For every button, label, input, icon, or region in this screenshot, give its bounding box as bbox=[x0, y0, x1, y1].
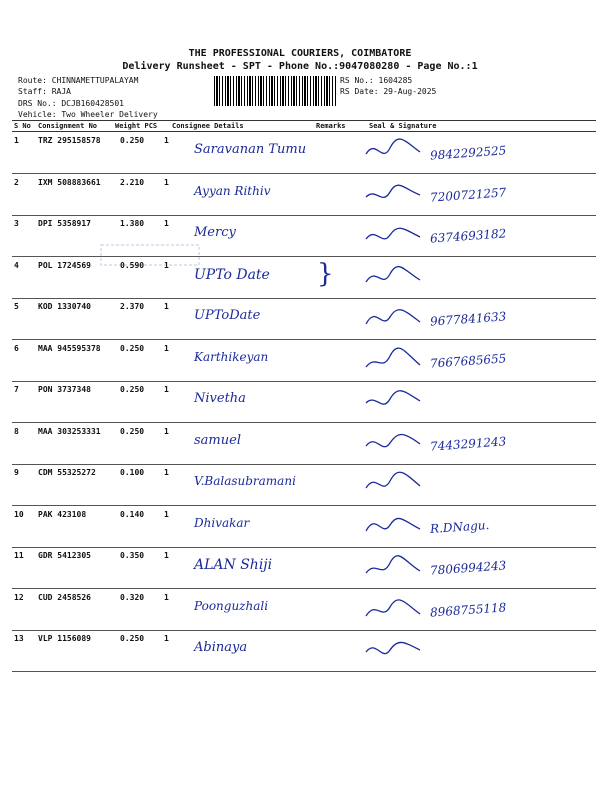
signature-scribble bbox=[364, 178, 424, 208]
pieces-count: 1 bbox=[164, 260, 169, 270]
table-row bbox=[12, 506, 596, 548]
col-header-weight: Weight PCS bbox=[115, 122, 158, 130]
handwritten-phone: 7806994243 bbox=[429, 558, 507, 578]
consignee-handwritten: Saravanan Tumu bbox=[194, 142, 307, 157]
consignment-number: PAK 423108 bbox=[38, 509, 87, 519]
table-row bbox=[12, 423, 596, 465]
signature-scribble bbox=[364, 261, 424, 291]
consignment-number: MAA 945595378 bbox=[38, 343, 101, 353]
drs-number: DRS No.: DCJB160428501 bbox=[18, 99, 124, 108]
handwritten-phone: R.DNagu. bbox=[429, 517, 490, 536]
serial-number: 2 bbox=[14, 177, 19, 187]
pieces-count: 1 bbox=[164, 302, 169, 311]
table-row bbox=[12, 381, 596, 423]
handwritten-phone: 9677841633 bbox=[429, 309, 507, 329]
signature-scribble bbox=[364, 344, 424, 374]
consignee-handwritten: UPTo Date bbox=[194, 266, 270, 283]
consignment-number: VLP 1156089 bbox=[38, 634, 91, 643]
serial-number: 12 bbox=[14, 592, 24, 602]
consignee-handwritten: Ayyan Rithiv bbox=[194, 183, 271, 198]
pieces-count: 1 bbox=[164, 385, 169, 394]
route-text: Route: CHINNAMETTUPALAYAM bbox=[18, 76, 139, 85]
table-row bbox=[12, 464, 596, 506]
serial-number: 4 bbox=[14, 260, 19, 270]
col-header-remarks: Remarks bbox=[316, 122, 346, 130]
consignment-number: MAA 303253331 bbox=[38, 426, 101, 436]
signature-scribble bbox=[364, 136, 424, 166]
handwritten-phone: 7200721257 bbox=[429, 184, 507, 205]
rs-date: RS Date: 29-Aug-2025 bbox=[340, 87, 437, 96]
table-row bbox=[12, 174, 596, 216]
pieces-count: 1 bbox=[164, 426, 169, 436]
signature-scribble bbox=[364, 385, 424, 415]
weight-value: 0.140 bbox=[120, 509, 145, 519]
company-title: THE PROFESSIONAL COURIERS, COIMBATORE bbox=[188, 48, 412, 59]
serial-number: 9 bbox=[14, 468, 19, 477]
serial-number: 6 bbox=[14, 343, 19, 353]
staff-text: Staff: RAJA bbox=[18, 87, 71, 96]
consignment-number: DPI 5358917 bbox=[38, 219, 91, 228]
col-header-seal: Seal & Signature bbox=[369, 122, 437, 130]
weight-value: 0.590 bbox=[120, 260, 145, 270]
table-row bbox=[12, 215, 596, 257]
weight-value: 0.250 bbox=[120, 426, 145, 436]
serial-number: 11 bbox=[14, 551, 24, 560]
table-row bbox=[12, 589, 596, 631]
consignment-number: GDR 5412305 bbox=[38, 551, 91, 560]
col-header-consignee: Consignee Details bbox=[172, 122, 244, 130]
table-row bbox=[12, 630, 596, 672]
consignee-handwritten: UPToDate bbox=[194, 308, 261, 323]
signature-scribble bbox=[364, 634, 424, 664]
vehicle-text: Vehicle: Two Wheeler Delivery bbox=[18, 110, 158, 119]
consignment-number: CUD 2458526 bbox=[38, 592, 91, 602]
pieces-count: 1 bbox=[164, 219, 169, 228]
weight-value: 0.250 bbox=[120, 136, 145, 145]
signature-scribble bbox=[364, 593, 424, 623]
rs-number: RS No.: 1604285 bbox=[340, 76, 413, 85]
serial-number: 3 bbox=[14, 219, 19, 228]
pieces-count: 1 bbox=[164, 592, 169, 602]
serial-number: 1 bbox=[14, 136, 19, 145]
handwritten-phone: 8968755118 bbox=[429, 599, 507, 620]
signature-scribble bbox=[364, 468, 424, 498]
weight-value: 0.350 bbox=[120, 551, 145, 560]
weight-value: 0.320 bbox=[120, 592, 145, 602]
consignment-number: PON 3737348 bbox=[38, 385, 91, 394]
pieces-count: 1 bbox=[164, 509, 169, 519]
barcode bbox=[214, 76, 336, 106]
pieces-count: 1 bbox=[164, 551, 169, 560]
table-row bbox=[12, 298, 596, 340]
col-header-sno: S No bbox=[14, 122, 31, 130]
serial-number: 7 bbox=[14, 385, 19, 394]
consignment-number: CDM 55325272 bbox=[38, 468, 96, 477]
table-row bbox=[12, 257, 596, 299]
pieces-count: 1 bbox=[164, 634, 169, 643]
weight-value: 0.100 bbox=[120, 468, 145, 477]
handwritten-phone: 7667685655 bbox=[429, 350, 507, 371]
pieces-count: 1 bbox=[164, 343, 169, 353]
consignee-handwritten: Abinaya bbox=[194, 640, 248, 655]
consignee-handwritten: samuel bbox=[194, 432, 241, 448]
weight-value: 0.250 bbox=[120, 343, 145, 353]
serial-number: 10 bbox=[14, 509, 24, 519]
consignee-handwritten: Poonguzhali bbox=[194, 598, 269, 613]
signature-scribble bbox=[364, 302, 424, 332]
consignee-handwritten: ALAN Shiji bbox=[194, 557, 273, 573]
handwritten-phone: 9842292525 bbox=[429, 143, 507, 163]
consignee-handwritten: Mercy bbox=[194, 225, 236, 240]
handwritten-phone: 6374693182 bbox=[429, 226, 507, 246]
consignee-handwritten: Nivetha bbox=[194, 391, 246, 406]
pieces-count: 1 bbox=[164, 468, 169, 477]
table-row bbox=[12, 547, 596, 589]
weight-value: 0.250 bbox=[120, 385, 145, 394]
consignee-handwritten: V.Balasubramani bbox=[194, 474, 296, 488]
consignment-number: IXM 508883661 bbox=[38, 177, 101, 187]
consignee-handwritten: Karthikeyan bbox=[194, 349, 269, 364]
signature-scribble bbox=[364, 551, 424, 581]
weight-value: 2.370 bbox=[120, 302, 145, 311]
consignment-number: KOD 1330740 bbox=[38, 302, 91, 311]
signature-scribble bbox=[364, 427, 424, 457]
serial-number: 5 bbox=[14, 302, 19, 311]
table-row bbox=[12, 132, 596, 174]
table-row bbox=[12, 340, 596, 382]
signature-scribble bbox=[364, 510, 424, 540]
pieces-count: 1 bbox=[164, 136, 169, 145]
handwritten-phone: 7443291243 bbox=[429, 433, 507, 454]
consignment-number: TRZ 295158578 bbox=[38, 136, 101, 145]
consignee-handwritten: Dhivakar bbox=[194, 515, 250, 530]
runsheet-subtitle: Delivery Runsheet - SPT - Phone No.:9047080280 - Page No.:1 bbox=[122, 61, 478, 72]
consignment-number: POL 1724569 bbox=[38, 260, 91, 270]
weight-value: 1.380 bbox=[120, 219, 145, 228]
table-top-line bbox=[12, 120, 596, 121]
signature-scribble bbox=[364, 219, 424, 249]
col-header-consignment: Consignment No bbox=[38, 122, 98, 130]
weight-value: 0.250 bbox=[120, 634, 145, 643]
serial-number: 13 bbox=[14, 634, 24, 643]
remarks-mark: } bbox=[317, 258, 334, 289]
serial-number: 8 bbox=[14, 426, 19, 436]
weight-value: 2.210 bbox=[120, 177, 145, 187]
pieces-count: 1 bbox=[164, 177, 169, 187]
